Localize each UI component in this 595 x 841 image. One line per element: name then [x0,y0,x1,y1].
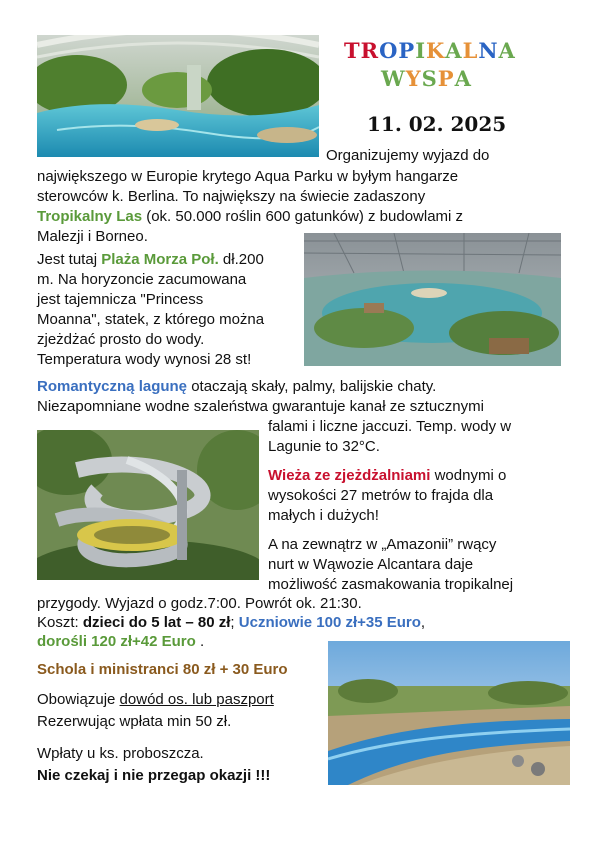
beach-line: m. Na horyzoncie zacumowana [37,271,247,288]
highlight-beach: Plaża Morza Poł. [101,251,219,268]
highlight-tropical-forest: Tropikalny Las [37,208,143,225]
title-letter: O [379,38,399,63]
lagoon-line: Lagunie to 32°C. [268,438,380,455]
cost-schola: Schola i ministranci 80 zł + 30 Euro [37,661,288,678]
lagoon-line [37,377,436,396]
tower-line: wysokości 27 metrów to frajda dla [268,487,494,504]
docs-text: Obowiązuje [37,691,120,708]
intro-line [37,207,463,226]
photo-slide-tower [37,430,259,580]
beach-line: jest tajemnicza "Princess [37,291,204,308]
lagoon-line: Niezapomniane wodne szaleństwa gwarantuje kanał ze sztucznymi [37,398,484,415]
title-line-1 [344,38,516,63]
deposit-line: Rezerwując wpłata min 50 zł. [37,713,232,730]
photo-beach-hall [304,233,561,366]
title-letter: W [381,66,406,91]
cost-label: Koszt: [37,614,83,631]
intro-line: największego w Europie krytego Aqua Parku w byłym hangarze [37,168,459,185]
payments-line: Wpłaty u ks. proboszcza. [37,745,204,762]
tower-line [268,466,506,485]
tower-line: małych i dużych! [268,507,379,524]
amazon-line: przygody. Wyjazd o godz.7:00. Powrót ok. 21:30. [37,595,362,612]
title-letter: S [421,66,438,91]
title-line-2 [381,66,472,91]
title-letter: A [498,38,516,63]
event-date: 11. 02. 2025 [367,112,507,136]
photo-tropical-pool [37,35,319,157]
title-letter: R [360,38,380,63]
intro-line: Organizujemy wyjazd do [326,147,490,164]
beach-line: zjeżdżać prosto do wody. [37,331,205,348]
intro-text: (ok. 50.000 roślin 600 gatunków) z budowlami z [142,208,464,225]
beach-line: Temperatura wody wynosi 28 st! [37,351,252,368]
title-letter: P [398,38,416,63]
cost-line [37,613,425,632]
amazon-line: nurt w Wąwozie Alcantara daje [268,556,474,573]
title-letter: K [426,38,446,63]
title-letter: T [344,38,361,63]
title-letter: A [445,38,463,63]
beach-text: dł.200 [218,251,264,268]
lagoon-text: otaczają skały, palmy, balijskie chaty. [187,378,437,395]
docs-line [37,690,274,709]
title-letter: N [478,38,499,63]
cost-separator: ; [230,614,239,631]
cost-students: Uczniowie 100 zł+35 Euro [238,614,421,631]
title-letter: A [454,66,472,91]
highlight-slide-tower: Wieża ze zjeżdżalniami [268,467,431,484]
cost-kids: dzieci do 5 lat – 80 zł [82,614,231,631]
intro-line: sterowców k. Berlina. To największy na świecie zadaszony [37,188,426,205]
highlight-lagoon: Romantyczną lagunę [37,378,188,395]
title-letter: P [437,66,455,91]
amazon-line: możliwość zasmakowania tropikalnej [268,576,514,593]
cost-comma: , [420,614,426,631]
title-letter: Y [405,66,422,91]
intro-line: Malezji i Borneo. [37,228,148,245]
lagoon-line: falami i liczne jaccuzi. Temp. wody w [268,418,512,435]
beach-text: Jest tutaj [37,251,102,268]
cost-dot: . [195,633,205,650]
beach-line [37,250,264,269]
docs-required: dowód os. lub paszport [119,691,274,708]
cta-line: Nie czekaj i nie przegap okazji !!! [37,767,271,784]
beach-line: Moanna", statek, z którego można [37,311,265,328]
amazon-line: A na zewnątrz w „Amazonii” rwący [268,536,497,553]
title-letter: L [462,38,479,63]
title-letter: I [415,38,427,63]
cost-adults: dorośli 120 zł+42 Euro [37,633,196,650]
photo-outdoor-river [328,641,570,785]
tower-text: wodnymi o [430,467,507,484]
cost-line [37,632,204,651]
